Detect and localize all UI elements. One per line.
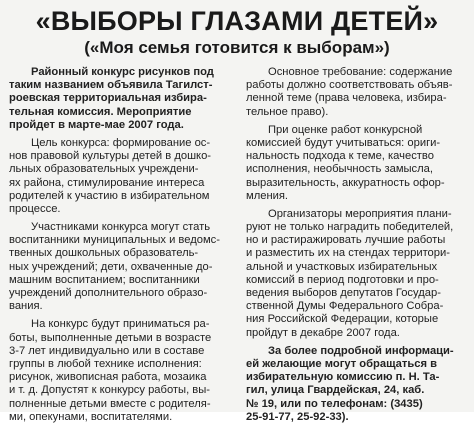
text-line: избирательную комиссию п. Н. Та- (246, 371, 440, 384)
article-right-column (246, 66, 468, 424)
text-line: № 19, или по телефонам: (3435) (246, 397, 423, 410)
text-line: Цель конкурса: формирование ос- (31, 136, 211, 149)
text-line: Участниками конкурса могут стать (31, 221, 211, 234)
text-line: комиссией будут учитываться: ориги- (246, 136, 441, 149)
text-line: При оценке работ конкурсной (268, 123, 423, 136)
text-line: льных образовательных учреждени- (9, 163, 199, 176)
text-line: полненные детьми вместе с родителя- (9, 397, 211, 410)
text-line: выразительность, аккуратность офор- (246, 176, 445, 189)
text-line: рисунок, живописная работа, мозаика (9, 371, 207, 384)
text-line: альной и участковых избирательных (246, 260, 438, 273)
text-line: но и растиражировать лучшие работы (246, 234, 446, 247)
text-line: мления. (246, 189, 289, 202)
article-title: «ВЫБОРЫ ГЛАЗАМИ ДЕТЕЙ» (35, 6, 439, 36)
text-line: нов правовой культуры детей в дошко- (9, 150, 212, 163)
text-line: таким названием объявила Тагилст- (9, 79, 213, 92)
text-line: учреждений дополнительного образо- (9, 287, 208, 299)
text-line: гил, улица Гвардейская, 24, каб. (246, 384, 425, 397)
text-line: ственной Думы Федерального Собра- (246, 300, 444, 313)
text-line: ленной теме (права человека, избира- (246, 92, 447, 105)
text-line: твенных дошкольных образователь- (9, 247, 199, 260)
text-line: За более подробной информаци- (268, 344, 454, 357)
text-line: ных учреждений; дети, охваченные до- (9, 260, 213, 273)
text-line: руют не только наградить победителей, (246, 221, 454, 234)
text-line: исполнения, необычность замысла, (246, 163, 433, 176)
text-line: боты, выполненные детьми в возрасте (9, 331, 212, 344)
text-line: На конкурс будут приниматься ра- (31, 318, 210, 331)
text-line: ях района, стимулирование интереса (9, 176, 205, 189)
text-line: Районный конкурс рисунков под (31, 66, 214, 78)
text-line: Основное требование: содержание (268, 66, 453, 78)
text-line: машним воспитанием; воспитанники (9, 273, 200, 286)
text-line: тельная комиссия. Мероприятие (9, 105, 192, 118)
text-line: 25-91-77, 25-92-33). (246, 410, 349, 423)
text-line: ми, опекунами, воспитателями. (9, 410, 173, 423)
text-line: ей желающие могут обращаться в (246, 357, 438, 370)
text-line: ния Российской Федерации, которые (246, 313, 439, 326)
text-line: процессе. (9, 202, 61, 215)
text-line: группы в любой технике исполнения: (9, 357, 202, 370)
text-line: пройдут в декабре 2007 года. (246, 326, 400, 339)
text-line: пройдет в марте-мае 2007 года. (9, 118, 184, 131)
text-line: роевская территориальная избира- (9, 92, 207, 105)
text-line: ведения выборов депутатов Государ- (246, 287, 441, 299)
text-line: вания. (9, 300, 43, 313)
text-line: и т. д. Допустят к конкурсу работы, вы- (9, 384, 211, 397)
article-left-column (9, 66, 233, 424)
text-line: воспитанники муниципальных и ведомс- (9, 234, 220, 247)
text-line: Организаторы мероприятия плани- (268, 207, 452, 220)
article-subtitle: («Моя семья готовится к выборам») (84, 38, 390, 57)
text-line: 3-7 лет индивидуально или в составе (9, 344, 205, 357)
text-line: тельное право). (246, 105, 329, 118)
text-line: и разместить их на стендах территори- (246, 247, 450, 260)
text-line: комиссий в период подготовки и про- (246, 273, 439, 286)
text-line: работы должно соответствовать объяв- (246, 79, 453, 92)
text-line: родителей к участию в избирательном (9, 189, 210, 202)
text-line: нальность подхода к теме, качество (246, 150, 434, 163)
